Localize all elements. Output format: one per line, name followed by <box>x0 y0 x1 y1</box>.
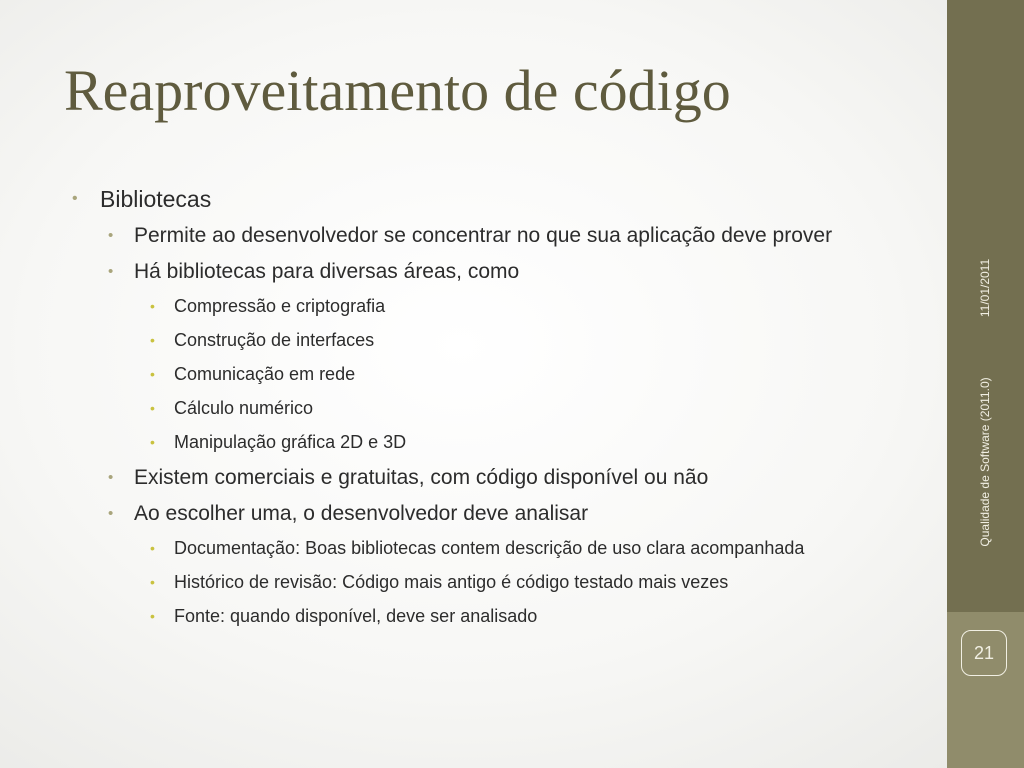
bullet-item <box>72 184 932 214</box>
bullet-text: Compressão e criptografia <box>174 296 386 316</box>
bullet-icon: • <box>150 400 155 416</box>
bullet-icon: • <box>150 332 155 348</box>
bullet-text: Ao escolher uma, o desenvolvedor deve analisar <box>134 502 589 525</box>
page-number-badge <box>961 630 1007 676</box>
bullet-text: Documentação: Boas bibliotecas contem descrição de uso clara acompanhada <box>174 538 805 558</box>
bullet-item <box>108 500 932 528</box>
bullet-item <box>150 430 932 454</box>
page-number: 21 <box>973 643 995 663</box>
slide-footer: Qualidade de Software (2011.0) <box>978 377 992 547</box>
slide-date: 11/01/2011 <box>978 258 992 318</box>
bullet-icon: • <box>150 366 155 382</box>
bullet-item <box>150 604 932 628</box>
bullet-item <box>150 536 932 560</box>
bullet-text: Fonte: quando disponível, deve ser analisado <box>174 606 538 626</box>
bullet-item <box>108 222 932 250</box>
bullet-item <box>150 362 932 386</box>
bullet-text: Há bibliotecas para diversas áreas, como <box>134 260 520 283</box>
bullet-icon: • <box>150 540 155 556</box>
bullet-icon: • <box>150 298 155 314</box>
bullet-item <box>150 328 932 352</box>
bullet-item <box>108 464 932 492</box>
bullet-text: Construção de interfaces <box>174 330 375 350</box>
slide-title: Reaproveitamento de código <box>64 58 731 123</box>
bullet-icon: • <box>108 505 114 522</box>
bullet-list <box>72 184 932 638</box>
bullet-text: Existem comerciais e gratuitas, com código disponível ou não <box>134 466 709 489</box>
bullet-icon: • <box>108 227 114 244</box>
bullet-text: Comunicação em rede <box>174 364 356 384</box>
bullet-item <box>108 258 932 286</box>
bullet-text: Histórico de revisão: Código mais antigo é código testado mais vezes <box>174 572 729 592</box>
bullet-text: Permite ao desenvolvedor se concentrar no que sua aplicação deve prover <box>134 224 833 247</box>
bullet-icon: • <box>150 574 155 590</box>
bullet-icon: • <box>72 190 78 207</box>
bullet-icon: • <box>108 263 114 280</box>
bullet-text: Bibliotecas <box>100 186 212 212</box>
bullet-item <box>150 396 932 420</box>
bullet-icon: • <box>150 434 155 450</box>
bullet-icon: • <box>150 608 155 624</box>
bullet-item <box>150 570 932 594</box>
bullet-text: Cálculo numérico <box>174 398 314 418</box>
bullet-text: Manipulação gráfica 2D e 3D <box>174 432 407 452</box>
bullet-icon: • <box>108 469 114 486</box>
bullet-item <box>150 294 932 318</box>
